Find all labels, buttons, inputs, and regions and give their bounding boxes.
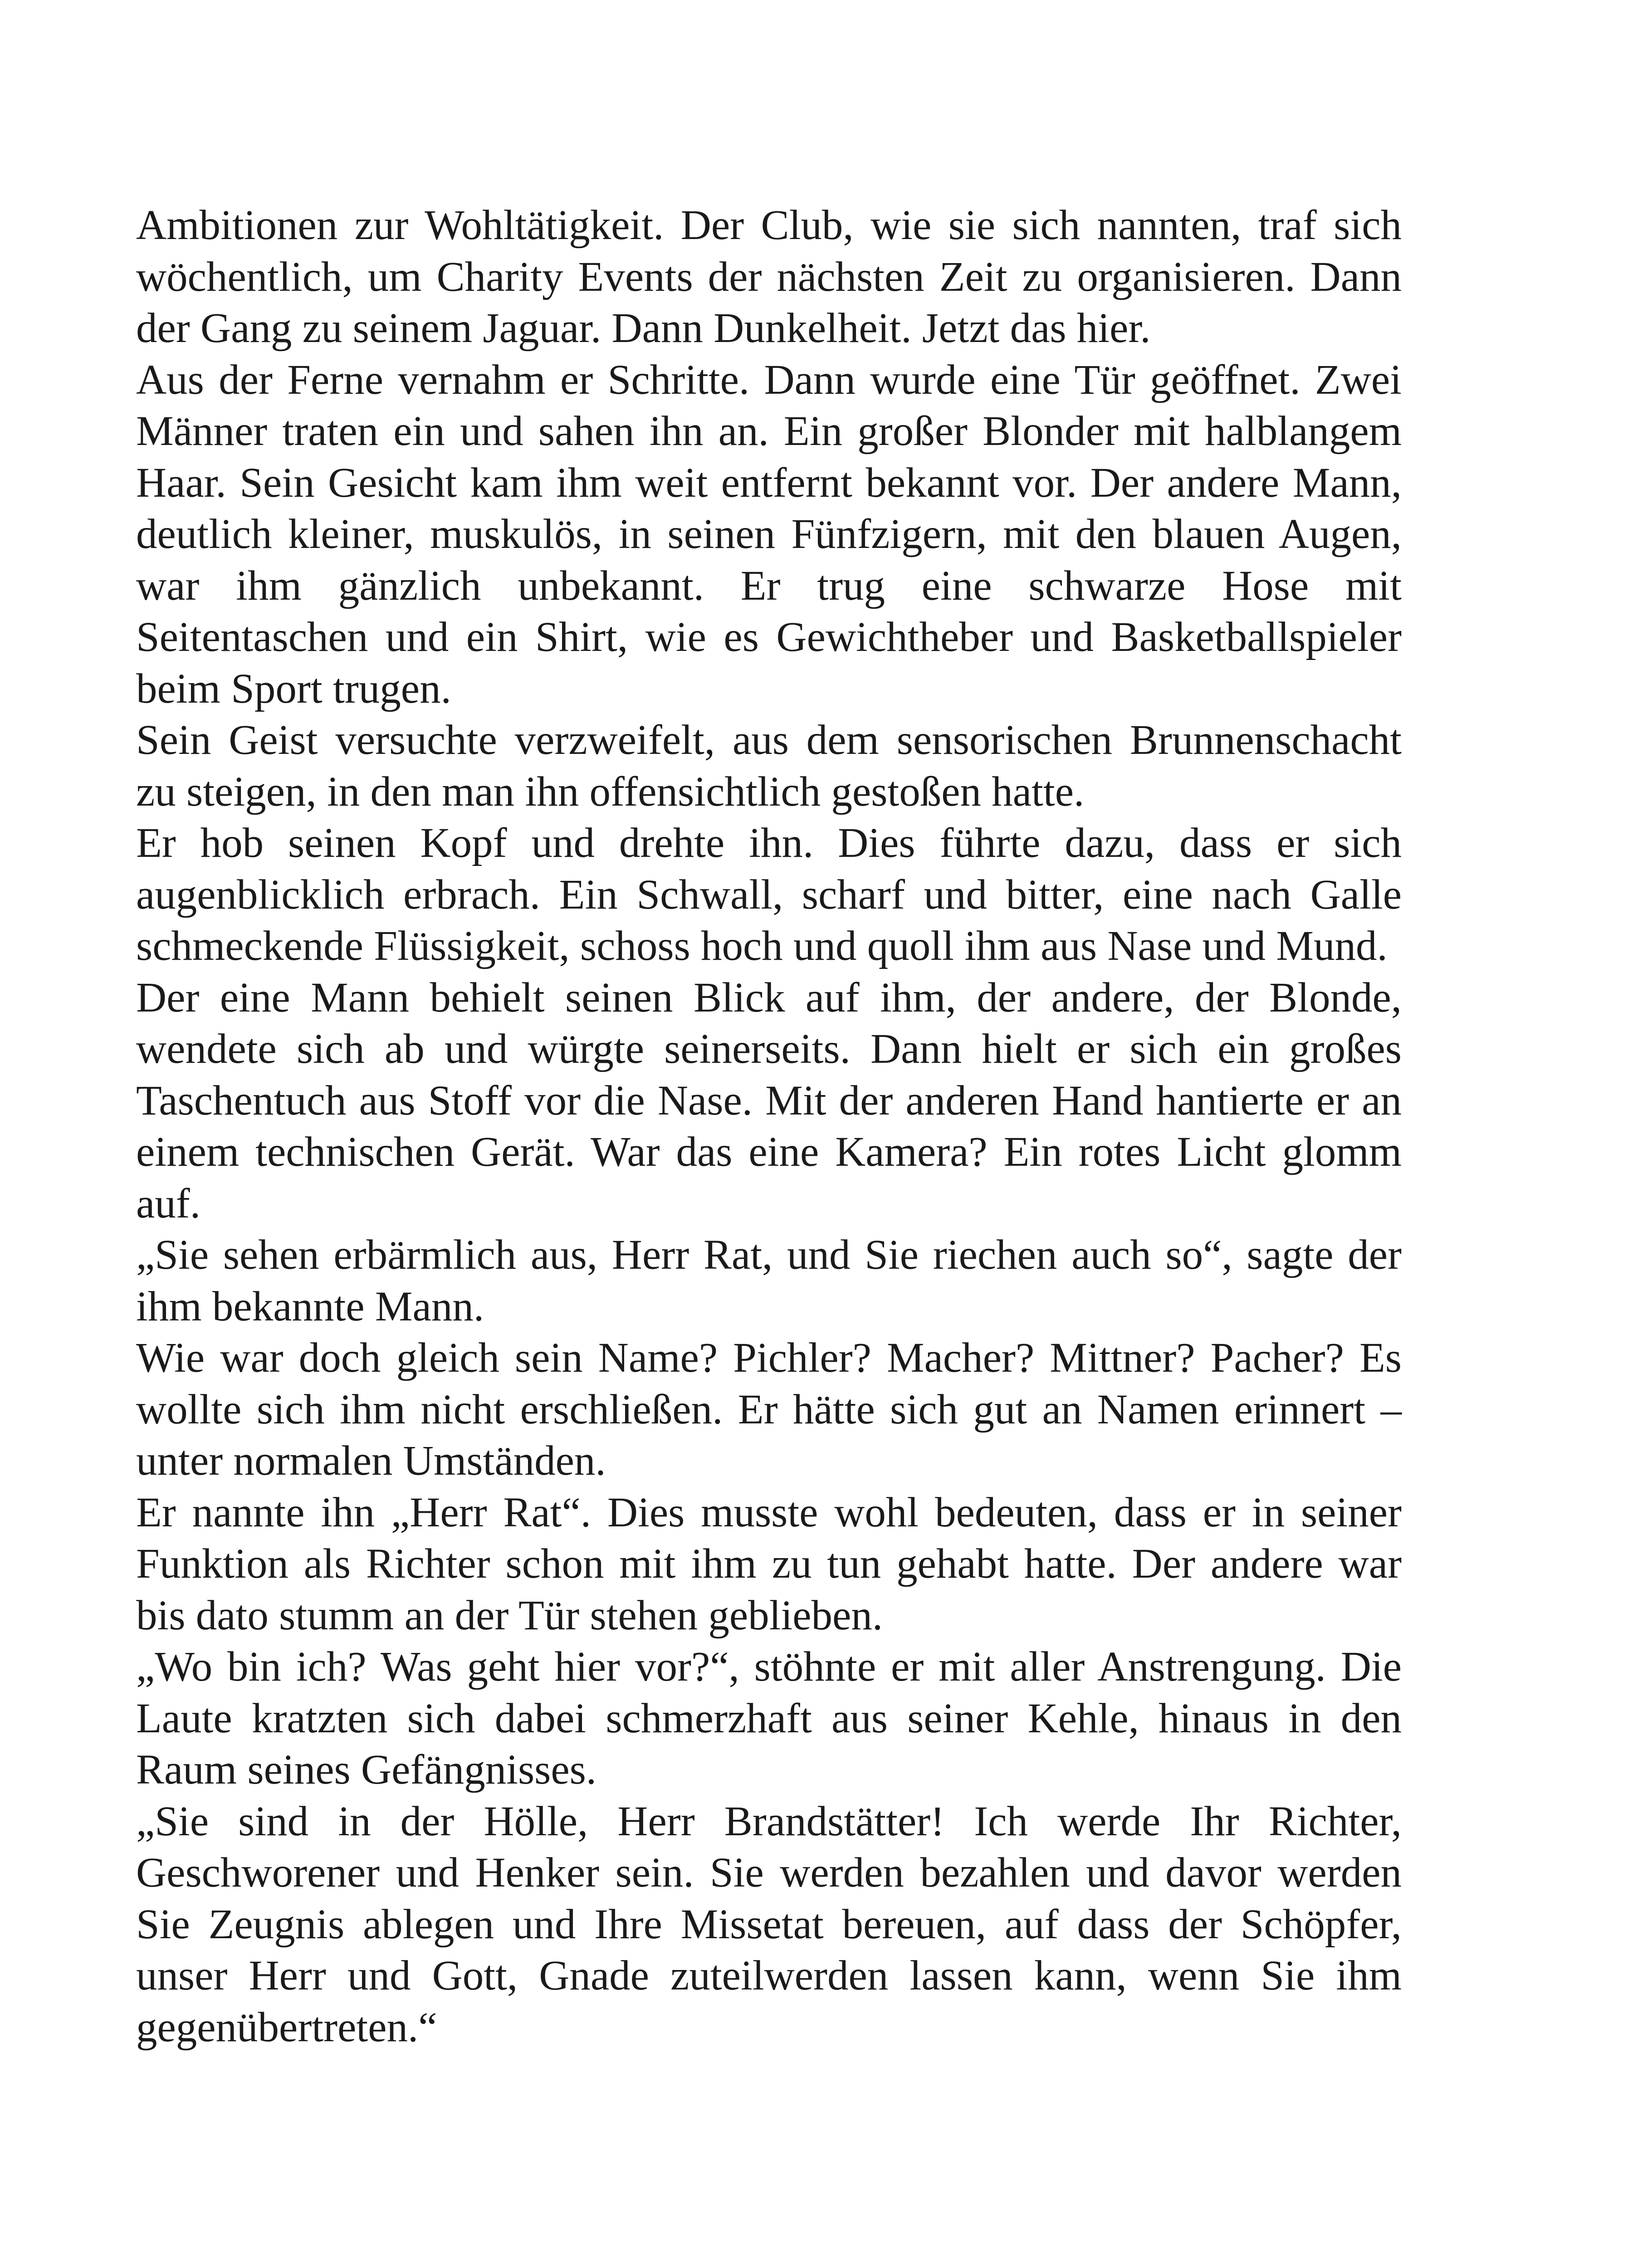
paragraph: „Sie sind in der Hölle, Herr Brandstätter! Ich werde Ihr Richter, Geschworener und Henker sein. Sie werden bezahlen und davor werden Sie Zeugnis ablegen und Ihre Missetat bereuen, auf dass der Schöpfer, unser Herr und Gott, Gnade zuteilwerden lassen kann, wenn Sie ihm gegenübertreten.“: [136, 1798, 1402, 2051]
body-text: [136, 200, 1402, 2053]
paragraph: „Sie sehen erbärmlich aus, Herr Rat, und Sie riechen auch so“, sagte der ihm bekannte Mann.: [136, 1232, 1402, 1330]
paragraph: „Wo bin ich? Was geht hier vor?“, stöhnte er mit aller Anstrengung. Die Laute kratzten sich dabei schmerzhaft aus seiner Kehle, hinaus in den Raum seines Gefängnisses.: [136, 1643, 1402, 1793]
paragraph: Der eine Mann behielt seinen Blick auf ihm, der andere, der Blonde, wendete sich ab und würgte seinerseits. Dann hielt er sich ein großes Taschentuch aus Stoff vor die Nase. Mit der anderen Hand hantierte er an einem technischen Gerät. War das eine Kamera? Ein rotes Licht glomm auf.: [136, 974, 1402, 1227]
paragraph: Er hob seinen Kopf und drehte ihn. Dies führte dazu, dass er sich augenblicklich erbrach. Ein Schwall, scharf und bitter, eine nach Galle schmeckende Flüssigkeit, schoss hoch und quoll ihm aus Nase und Mund.: [136, 820, 1402, 969]
paragraph: Aus der Ferne vernahm er Schritte. Dann wurde eine Tür geöffnet. Zwei Männer traten ein und sahen ihn an. Ein großer Blonder mit halblangem Haar. Sein Gesicht kam ihm weit entfernt bekannt vor. Der andere Mann, deutlich kleiner, muskulös, in seinen Fünfzigern, mit den blauen Augen, war ihm gänzlich unbekannt. Er trug eine schwarze Hose mit Seitentaschen und ein Shirt, wie es Gewichtheber und Basketballspieler beim Sport trugen.: [136, 356, 1402, 712]
paragraph: Sein Geist versuchte verzweifelt, aus dem sensorischen Brunnenschacht zu steigen, in den man ihn offensichtlich gestoßen hatte.: [136, 717, 1402, 815]
paragraph: Wie war doch gleich sein Name? Pichler? Macher? Mittner? Pacher? Es wollte sich ihm nicht erschließen. Er hätte sich gut an Namen erinnert – unter normalen Umständen.: [136, 1334, 1402, 1484]
paragraph: Er nannte ihn „Herr Rat“. Dies musste wohl bedeuten, dass er in seiner Funktion als Richter schon mit ihm zu tun gehabt hatte. Der andere war bis dato stumm an der Tür stehen geblieben.: [136, 1489, 1402, 1639]
paragraph: Ambitionen zur Wohltätigkeit. Der Club, wie sie sich nannten, traf sich wöchentlich, um Charity Events der nächsten Zeit zu organisieren. Dann der Gang zu seinem Jaguar. Dann Dunkelheit. Jetzt das hier.: [136, 202, 1402, 352]
